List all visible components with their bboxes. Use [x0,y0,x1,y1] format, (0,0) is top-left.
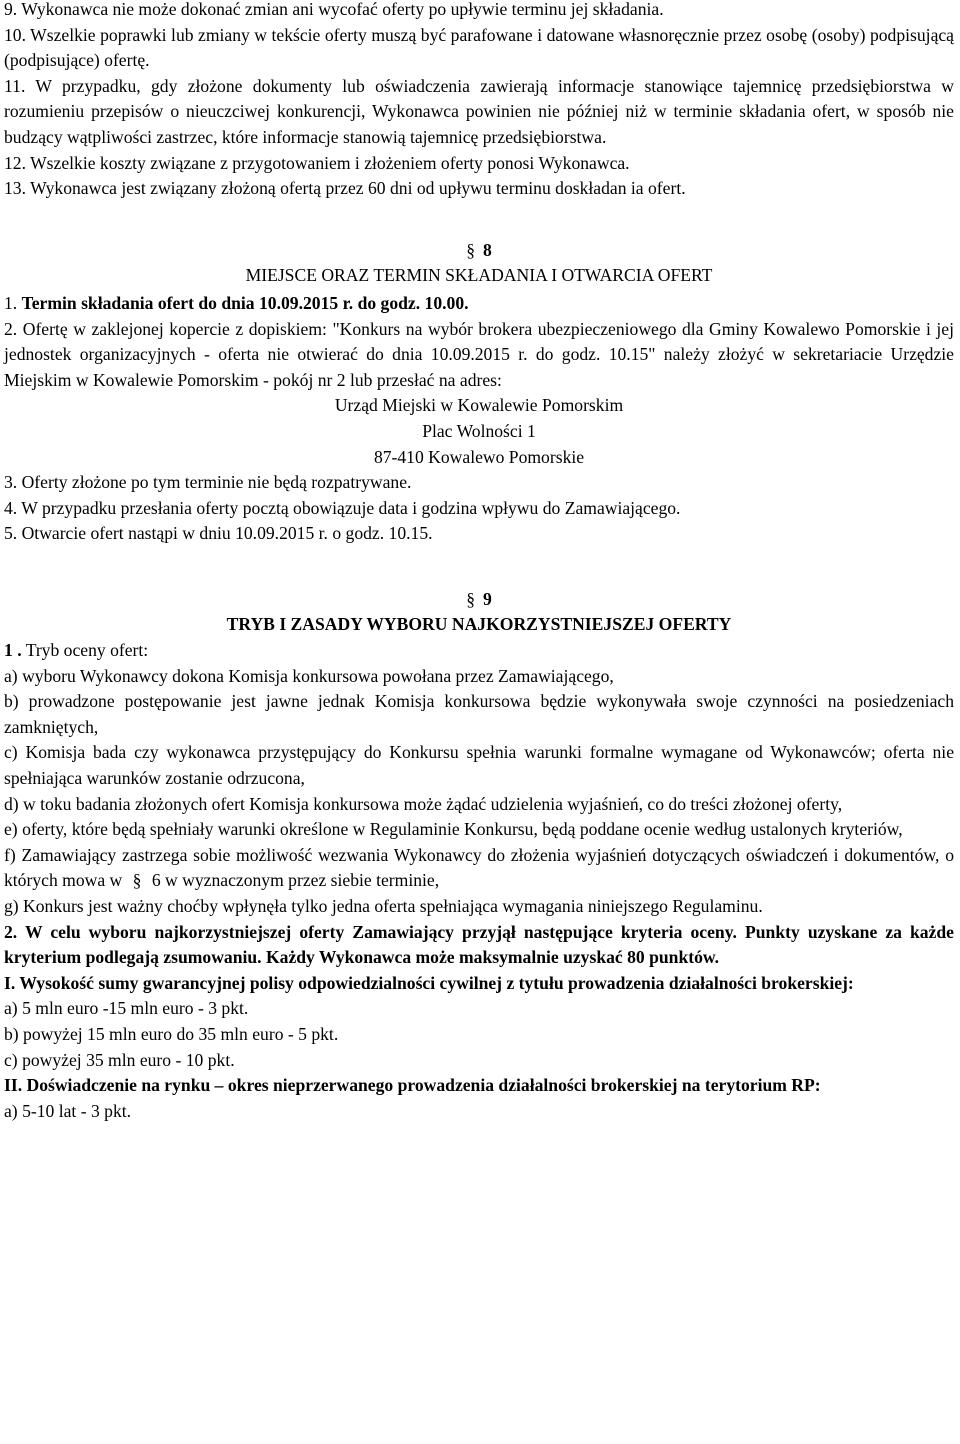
section-number: 9 [483,588,492,609]
criterion-number: II. [4,1075,23,1096]
criterion-2-option-a: a) 5-10 lat - 3 pkt. [4,1100,132,1121]
address-line-1: Urząd Miejski w Kowalewie Pomorskim [334,395,624,416]
section-9-title: TRYB I ZASADY WYBORU NAJKORZYSTNIEJSZEJ OFERTY [226,614,732,635]
point-c: c) Komisja bada czy wykonawca przystępujący do Konkursu spełnia warunki formalne wymagane od Wykonawców; oferta nie spełniająca warunków zostanie odrzucona, [4,742,954,789]
criterion-1 [4,971,954,997]
point-g: g) Konkurs jest ważny choćby wpłynęła tylko jedna oferta spełniająca wymagania niniejszego Regulaminu. [4,896,763,916]
criterion-number: I. [4,972,16,993]
criterion-1-option-b: b) powyżej 15 mln euro do 35 mln euro - 5 pkt. [4,1023,339,1044]
paragraph-sign: § [132,870,142,891]
paragraph-sign: § [466,588,475,609]
s9-item-2 [4,920,954,971]
point-e: e) oferty, które będą spełniały warunki określone w Regulaminie Konkursu, będą poddane ocenie według ustalonych kryteriów, [4,819,903,840]
spacer [4,547,954,587]
paragraph-sign: § [466,239,475,260]
item-number: 1. [4,292,18,313]
s8-item-5: 5. Otwarcie ofert nastąpi w dniu 10.09.2015 r. o godz. 10.15. [4,523,433,544]
criterion-2 [4,1073,954,1099]
item-text: Tryb oceny ofert: [25,640,149,661]
s8-item-3: 3. Oferty złożone po tym terminie nie będą rozpatrywane. [4,472,412,493]
item-11: 11. W przypadku, gdy złożone dokumenty lub oświadczenia zawierają informacje stanowiące tajemnicę przedsiębiorstwa w rozumieniu przepisów o nieuczciwej konkurencji, Wykonawca powinien nie później niż w terminie składania ofert, w sposób nie budzący wątpliwości zastrzec, które informacje stanowią tajemnicę przedsiębiorstwa. [4,75,954,147]
point-a: a) wyboru Wykonawcy dokona Komisja konkursowa powołana przez Zamawiającego, [4,665,614,686]
item-9: 9. Wykonawca nie może dokonać zmian ani wycofać oferty po upływie terminu jej składania. [4,0,664,19]
criterion-text: Doświadczenie na rynku – okres nieprzerwanego prowadzenia działalności brokerskiej na terytorium RP: [26,1075,821,1096]
item-13: 13. Wykonawca jest związany złożoną ofertą przez 60 dni od upływu terminu doskładan ia ofert. [4,178,686,199]
s8-item-2: 2. Ofertę w zaklejonej kopercie z dopiskiem: "Konkurs na wybór brokera ubezpieczeniowego dla Gminy Kowalewo Pomorskie i jej jednostek organizacyjnych - oferta nie otwierać do dnia 10.09.2015 r. do godz. 10.15" należy złożyć w sekretariacie Urzędzie Miejskim w Kowalewie Pomorskim - pokój nr 2 lub przesłać na adres: [4,318,954,390]
criterion-1-option-c: c) powyżej 35 mln euro - 10 pkt. [4,1049,235,1070]
criterion-text: Wysokość sumy gwarancyjnej polisy odpowiedzialności cywilnej z tytułu prowadzenia działalności brokerskiej: [19,972,854,993]
item-10: 10. Wszelkie poprawki lub zmiany w tekście oferty muszą być parafowane i datowane własnoręcznie przez osobę (osoby) podpisującą (podpisujące) ofertę. [4,24,954,71]
point-d: d) w toku badania złożonych ofert Komisja konkursowa może żądać udzielenia wyjaśnień, co do treści złożonej oferty, [4,793,843,814]
point-f: f) Zamawiający zastrzega sobie możliwość wezwania Wykonawcy do złożenia wyjaśnień dotyczących oświadczeń i dokumentów, o których mowa w § 6 w wyznaczonym przez siebie terminie, [4,844,954,891]
item-12: 12. Wszelkie koszty związane z przygotowaniem i złożeniem oferty ponosi Wykonawca. [4,152,630,173]
address-line-2: Plac Wolności 1 [422,420,536,441]
spacer [4,202,954,238]
s8-item-4: 4. W przypadku przesłania oferty pocztą obowiązuje data i godzina wpływu do Zamawiającego. [4,497,681,518]
point-b: b) prowadzone postępowanie jest jawne jednak Komisja konkursowa będzie wykonywała swoje czynności na posiedzeniach zamkniętych, [4,691,954,737]
section-9-number [4,587,954,613]
s8-item-1 [4,291,954,317]
section-8-number [4,238,954,264]
item-number: 2. [4,921,18,942]
section-number: 8 [483,239,492,260]
item-text: W celu wyboru najkorzystniejszej oferty Zamawiający przyjął następujące kryteria oceny. Punkty uzyskane za każde kryterium podlegają zsumowaniu. Każdy Wykonawca może maksymalnie uzyskać 80 punktów. [4,921,954,968]
criterion-1-option-a: a) 5 mln euro -15 mln euro - 3 pkt. [4,998,249,1019]
item-number: 1 . [4,640,22,661]
address-line-3: 87-410 Kowalewo Pomorskie [373,446,585,467]
item-text: Termin składania ofert do dnia 10.09.2015 r. do godz. 10.00. [21,292,469,313]
section-8-title: MIEJSCE ORAZ TERMIN SKŁADANIA I OTWARCIA OFERT [245,265,713,286]
s9-item-1 [4,638,954,664]
